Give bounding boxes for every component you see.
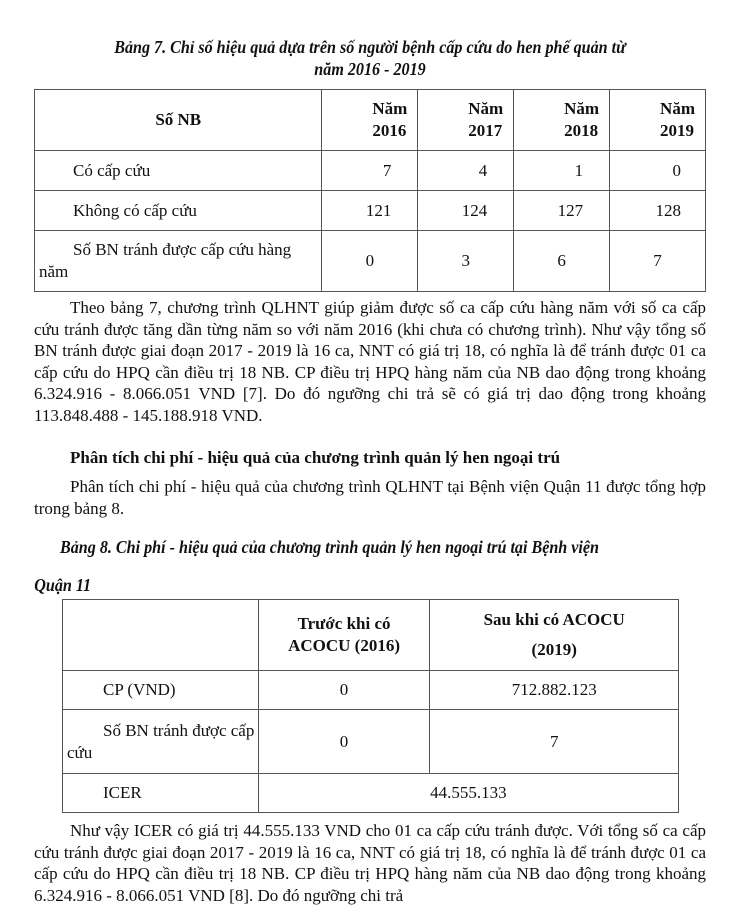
paragraph-intro-table8: Phân tích chi phí - hiệu quả của chương trình QLHNT tại Bệnh viện Quận 11 được tổng hợp trong bảng 8. bbox=[34, 477, 706, 518]
cell-after: 7 bbox=[430, 710, 679, 774]
cell-value: 121 bbox=[322, 191, 418, 231]
cell-value: 6 bbox=[514, 231, 610, 292]
table7-header-label: Số NB bbox=[35, 90, 322, 151]
header-line: Sau khi có ACOCU bbox=[483, 610, 625, 629]
table-row bbox=[35, 151, 706, 191]
cell-value: 7 bbox=[610, 231, 706, 292]
cell-value: 3 bbox=[418, 231, 514, 292]
row-label: Không có cấp cứu bbox=[35, 191, 322, 231]
table8-header-empty bbox=[63, 600, 259, 671]
row-label: ICER bbox=[63, 774, 259, 813]
table-row bbox=[63, 671, 679, 710]
cell-before: 0 bbox=[258, 710, 430, 774]
table-row bbox=[35, 231, 706, 292]
year-word: Năm bbox=[468, 99, 504, 118]
table7-header-2019 bbox=[610, 90, 706, 151]
section-heading: Phân tích chi phí - hiệu quả của chương trình quản lý hen ngoại trú bbox=[70, 448, 561, 467]
table7-caption-line1: Bảng 7. Chỉ số hiệu quả dựa trên số người bệnh cấp cứu do hen phế quản từ bbox=[114, 37, 626, 57]
table7-header-2017 bbox=[418, 90, 514, 151]
year-word: Năm bbox=[372, 99, 408, 118]
cell-value: 4 bbox=[418, 151, 514, 191]
table-row bbox=[35, 191, 706, 231]
cell-after: 712.882.123 bbox=[430, 671, 679, 710]
year-word: Năm bbox=[660, 99, 695, 118]
table7 bbox=[34, 89, 706, 292]
header-line: Trước khi có bbox=[297, 614, 391, 633]
row-label: Có cấp cứu bbox=[35, 151, 322, 191]
cell-value: 128 bbox=[610, 191, 706, 231]
row-label: Số BN tránh được cấp cứu hàng năm bbox=[35, 231, 322, 292]
table7-header-2018 bbox=[514, 90, 610, 151]
cell-value: 1 bbox=[514, 151, 610, 191]
cell-before: 0 bbox=[258, 671, 430, 710]
year-value: 2018 bbox=[564, 121, 599, 140]
table-row-icer bbox=[63, 774, 679, 813]
table7-header-row bbox=[35, 90, 706, 151]
paragraph-icer-analysis: Như vậy ICER có giá trị 44.555.133 VND cho 01 ca cấp cứu tránh được. Với tổng số ca cấp cứu tránh được giai đoạn 2017 - 2019 là 16 ca, NNT có giá trị 18, có nghĩa là để tránh được 01 ca cấp cứu do HPQ cần điều trị 18 NB. CP điều trị HPQ hàng năm của NB dao động trong khoảng 6.324.916 - 8.066.051 VND [8]. Do đó ngưỡng chi trả bbox=[34, 821, 706, 905]
table8-caption-line1: Bảng 8. Chi phí - hiệu quả của chương trình quản lý hen ngoại trú tại Bệnh viện bbox=[60, 537, 600, 557]
cell-value: 0 bbox=[610, 151, 706, 191]
header-line: (2019) bbox=[531, 640, 577, 659]
cell-value: 127 bbox=[514, 191, 610, 231]
paragraph-table7-analysis: Theo bảng 7, chương trình QLHNT giúp giảm được số ca cấp cứu hàng năm với số ca cấp cứu tránh được tăng dần từng năm so với năm 2016 (khi chưa có chương trình). Như vậy tổng số BN tránh được giai đoạn 2017 - 2019 là 16 ca, NNT có giá trị 18, có nghĩa là để tránh được 01 ca cấp cứu do HPQ cần điều trị 18 NB. CP điều trị HPQ hàng năm của NB dao động trong khoảng 6.324.916 - 8.066.051 VND [7]. Do đó ngưỡng chi trả sẽ có giá trị dao động trong khoảng 113.848.488 - 145.188.918 VND. bbox=[34, 298, 706, 425]
table7-header-2016 bbox=[322, 90, 418, 151]
table8-header-row bbox=[63, 600, 679, 671]
table8 bbox=[62, 599, 679, 813]
row-label: CP (VND) bbox=[63, 671, 259, 710]
table7-caption-line2: năm 2016 - 2019 bbox=[314, 59, 426, 79]
header-line: ACOCU (2016) bbox=[288, 636, 400, 655]
table-row bbox=[63, 710, 679, 774]
year-word: Năm bbox=[564, 99, 600, 118]
cell-value: 0 bbox=[322, 231, 418, 292]
table8-header-before bbox=[258, 600, 430, 671]
year-value: 2019 bbox=[660, 121, 695, 140]
table8-caption-line2: Quận 11 bbox=[34, 575, 92, 595]
cell-value: 7 bbox=[322, 151, 418, 191]
icer-value: 44.555.133 bbox=[258, 774, 678, 813]
row-label: Số BN tránh được cấp cứu bbox=[63, 710, 259, 774]
cell-value: 124 bbox=[418, 191, 514, 231]
table7-caption bbox=[57, 36, 683, 80]
table8-header-after bbox=[430, 600, 679, 671]
table8-caption bbox=[34, 528, 686, 604]
year-value: 2016 bbox=[372, 121, 407, 140]
year-value: 2017 bbox=[468, 121, 503, 140]
